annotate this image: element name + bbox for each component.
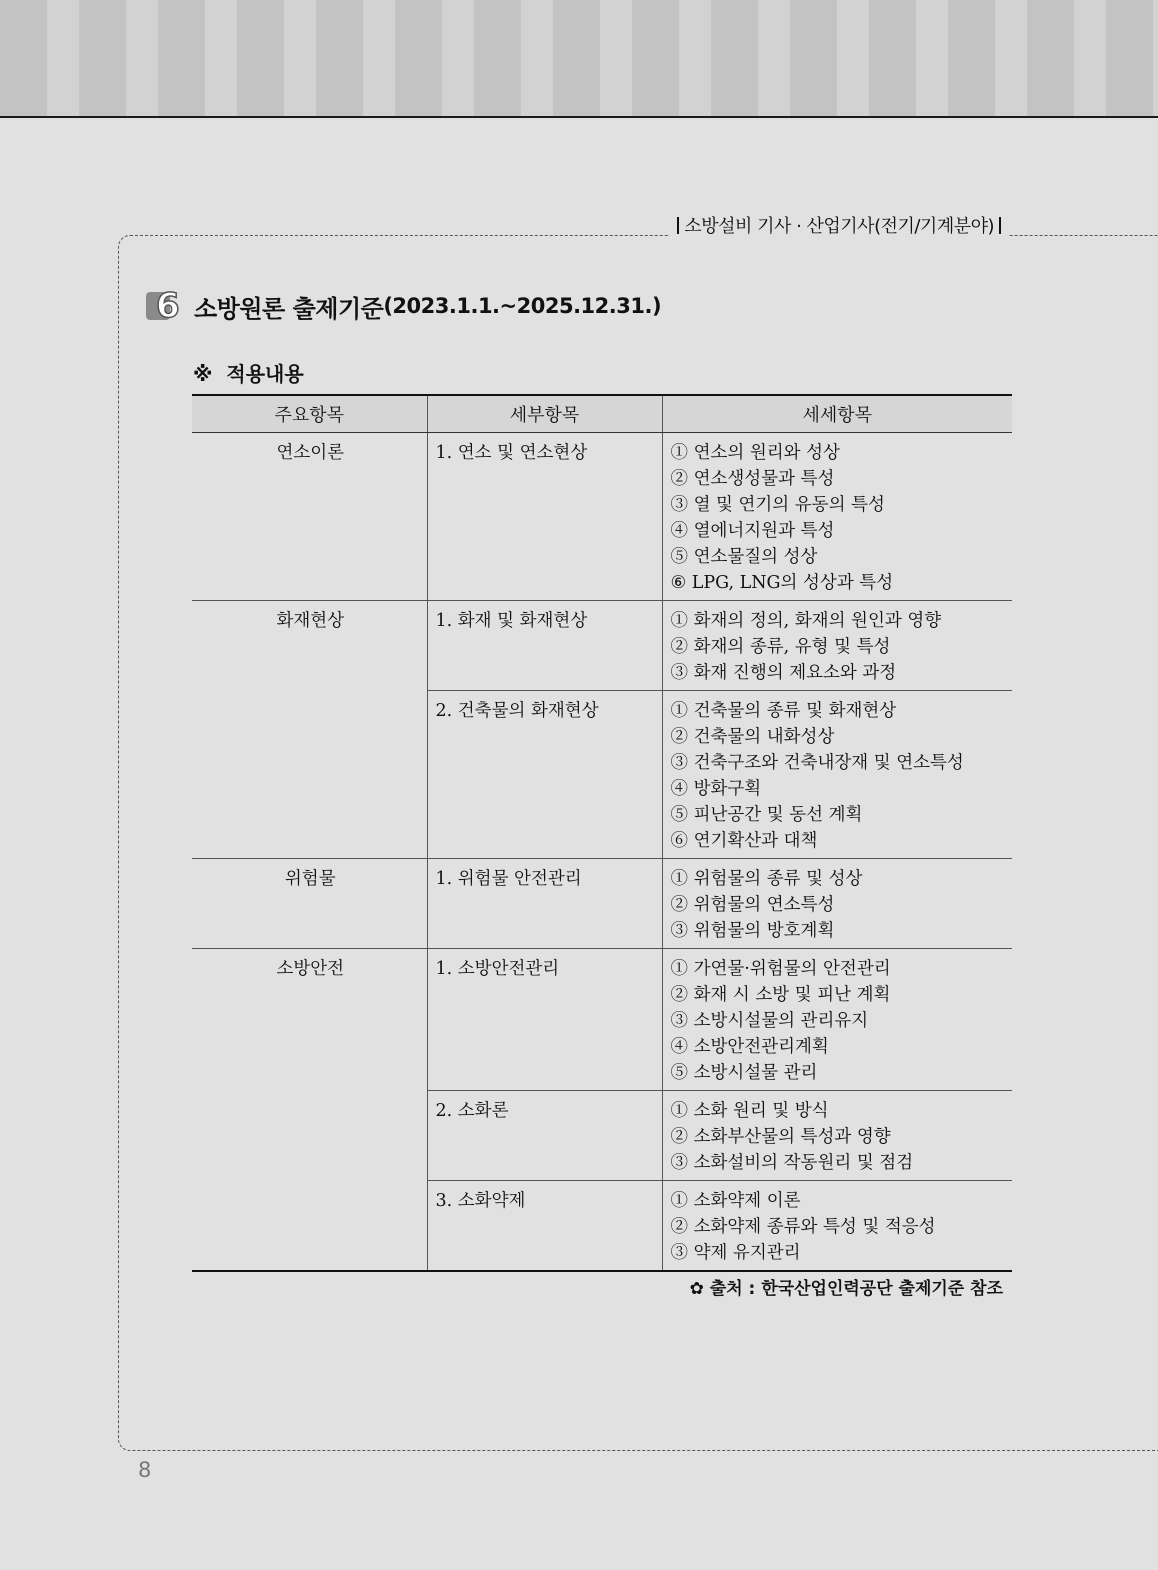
subdetail-item: ② 건축물의 내화성상 bbox=[670, 727, 835, 747]
exam-standard-table bbox=[192, 394, 1012, 1272]
section-period: (2023.1.1.~2025.12.31.) bbox=[383, 294, 662, 318]
header-bar-right bbox=[999, 217, 1001, 234]
subdetail-item: ② 소화약제 종류와 특성 및 적응성 bbox=[670, 1217, 936, 1237]
major-item-cell: 위험물 bbox=[192, 859, 427, 949]
subdetail-item: ② 화재 시 소방 및 피난 계획 bbox=[670, 985, 891, 1005]
table-body bbox=[192, 433, 1012, 1272]
subdetail-item: ② 소화부산물의 특성과 영향 bbox=[670, 1127, 891, 1147]
subdetail-item: ① 화재의 정의, 화재의 원인과 영향 bbox=[670, 611, 942, 631]
subdetail-items-cell bbox=[662, 859, 1012, 949]
section-number-badge bbox=[146, 288, 182, 324]
subdetail-items-cell bbox=[662, 601, 1012, 691]
subdetail-item: ③ 약제 유지관리 bbox=[670, 1243, 801, 1263]
subdetail-item: ② 화재의 종류, 유형 및 특성 bbox=[670, 637, 891, 657]
detail-item-cell: 1. 연소 및 연소현상 bbox=[427, 433, 662, 601]
subdetail-item: ⑤ 연소물질의 성상 bbox=[670, 547, 818, 567]
subdetail-item: ② 연소생성물과 특성 bbox=[670, 469, 835, 489]
section-number: 6 bbox=[156, 286, 180, 326]
subdetail-item: ④ 열에너지원과 특성 bbox=[670, 521, 835, 541]
table-row bbox=[192, 433, 1012, 601]
section-heading bbox=[146, 288, 661, 324]
major-item-cell: 화재현상 bbox=[192, 601, 427, 859]
subdetail-item: ⑥ 연기확산과 대책 bbox=[670, 831, 818, 851]
table-row bbox=[192, 601, 1012, 691]
subdetail-items-cell bbox=[662, 691, 1012, 859]
subdetail-items-cell bbox=[662, 1091, 1012, 1181]
section-title: 소방원론 출제기준 bbox=[194, 294, 384, 323]
source-note: ✿ 출처 : 한국산업인력공단 출제기준 참조 bbox=[689, 1279, 1003, 1299]
subdetail-items-cell bbox=[662, 433, 1012, 601]
subdetail-item: ④ 소방안전관리계획 bbox=[670, 1037, 829, 1057]
subdetail-item: ① 연소의 원리와 성상 bbox=[670, 443, 840, 463]
subdetail-item: ⑥ LPG, LNG의 성상과 특성 bbox=[670, 573, 894, 593]
subdetail-item: ① 건축물의 종류 및 화재현상 bbox=[670, 701, 897, 721]
detail-item-cell: 2. 건축물의 화재현상 bbox=[427, 691, 662, 859]
table-row bbox=[192, 859, 1012, 949]
subdetail-item: ④ 방화구획 bbox=[670, 779, 762, 799]
subdetail-item: ① 위험물의 종류 및 성상 bbox=[670, 869, 863, 889]
subdetail-item: ⑤ 피난공간 및 동선 계획 bbox=[670, 805, 863, 825]
header-bar-left bbox=[677, 217, 679, 234]
major-item-cell: 연소이론 bbox=[276, 443, 345, 463]
detail-item-cell: 3. 소화약제 bbox=[427, 1181, 662, 1272]
subdetail-item: ③ 소화설비의 작동원리 및 점검 bbox=[670, 1153, 914, 1173]
subdetail-item: ③ 화재 진행의 제요소와 과정 bbox=[670, 663, 897, 683]
detail-item-cell: 1. 소방안전관리 bbox=[427, 949, 662, 1091]
detail-item-cell: 1. 위험물 안전관리 bbox=[427, 859, 662, 949]
subdetail-item: ① 소화 원리 및 방식 bbox=[670, 1101, 829, 1121]
major-item-cell: 소방안전 bbox=[192, 949, 427, 1272]
book-title: 소방설비 기사 · 산업기사(전기/기계분야) bbox=[684, 216, 994, 237]
subdetail-item: ③ 열 및 연기의 유동의 특성 bbox=[670, 495, 885, 515]
top-decorative-band bbox=[0, 0, 1158, 118]
subheading: ※ 적용내용 bbox=[193, 362, 304, 386]
subdetail-item: ① 소화약제 이론 bbox=[670, 1191, 801, 1211]
subdetail-item: ① 가연물·위험물의 안전관리 bbox=[670, 959, 891, 979]
table-row bbox=[192, 949, 1012, 1091]
detail-item-cell: 1. 화재 및 화재현상 bbox=[427, 601, 662, 691]
header-major-item: 주요항목 bbox=[192, 395, 427, 433]
subdetail-item: ③ 건축구조와 건축내장재 및 연소특성 bbox=[670, 753, 964, 773]
header-detail-item: 세부항목 bbox=[427, 395, 662, 433]
subdetail-item: ③ 위험물의 방호계획 bbox=[670, 921, 835, 941]
header-subdetail-item: 세세항목 bbox=[662, 395, 1012, 433]
subdetail-items-cell bbox=[662, 1181, 1012, 1272]
page-number: 8 bbox=[138, 1458, 152, 1482]
subdetail-items-cell bbox=[662, 949, 1012, 1091]
running-header bbox=[670, 212, 1008, 238]
subdetail-item: ② 위험물의 연소특성 bbox=[670, 895, 835, 915]
subdetail-item: ③ 소방시설물의 관리유지 bbox=[670, 1011, 869, 1031]
subdetail-item: ⑤ 소방시설물 관리 bbox=[670, 1063, 818, 1083]
detail-item-cell: 2. 소화론 bbox=[427, 1091, 662, 1181]
table-header-row bbox=[192, 395, 1012, 433]
